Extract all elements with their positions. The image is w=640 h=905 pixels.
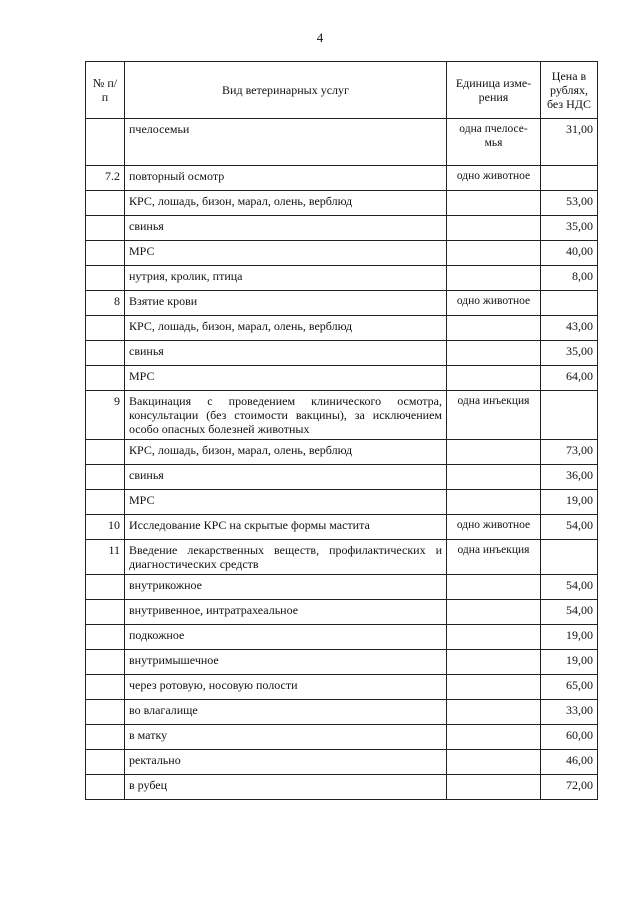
- table-row: [86, 216, 598, 241]
- price-value: 33,00: [541, 700, 598, 725]
- service-description: пчелосемьи: [125, 119, 447, 166]
- service-description: свинья: [125, 465, 447, 490]
- service-description: свинья: [125, 216, 447, 241]
- service-description: КРС, лошадь, бизон, марал, олень, верблюд: [125, 440, 447, 465]
- unit-of-measure: [447, 440, 541, 465]
- price-value: [541, 391, 598, 440]
- table-row: [86, 650, 598, 675]
- service-description: МРС: [125, 490, 447, 515]
- table-row: [86, 575, 598, 600]
- unit-of-measure: одна пчелосе-мья: [447, 119, 541, 166]
- unit-of-measure: одно животное: [447, 166, 541, 191]
- header-unit: Единица изме-рения: [447, 62, 541, 119]
- unit-of-measure: [447, 266, 541, 291]
- price-value: 35,00: [541, 341, 598, 366]
- row-number: 11: [86, 540, 125, 575]
- table-row: [86, 341, 598, 366]
- unit-of-measure: [447, 650, 541, 675]
- price-value: 40,00: [541, 241, 598, 266]
- row-number: 10: [86, 515, 125, 540]
- table-row: [86, 750, 598, 775]
- row-number: [86, 241, 125, 266]
- price-value: [541, 166, 598, 191]
- table-row: [86, 391, 598, 440]
- row-number: [86, 440, 125, 465]
- unit-of-measure: [447, 575, 541, 600]
- unit-of-measure: [447, 700, 541, 725]
- header-num: № п/п: [86, 62, 125, 119]
- price-value: 65,00: [541, 675, 598, 700]
- table-row: [86, 490, 598, 515]
- row-number: [86, 266, 125, 291]
- price-value: 73,00: [541, 440, 598, 465]
- row-number: [86, 675, 125, 700]
- row-number: 9: [86, 391, 125, 440]
- price-value: 19,00: [541, 625, 598, 650]
- price-value: 60,00: [541, 725, 598, 750]
- service-description: Исследование КРС на скрытые формы мастита: [125, 515, 447, 540]
- table-row: [86, 166, 598, 191]
- service-description: свинья: [125, 341, 447, 366]
- table-row: [86, 191, 598, 216]
- service-description: внутривенное, интратрахеальное: [125, 600, 447, 625]
- unit-of-measure: [447, 675, 541, 700]
- row-number: [86, 316, 125, 341]
- service-description: в матку: [125, 725, 447, 750]
- price-value: 54,00: [541, 575, 598, 600]
- page-number: 4: [316, 30, 324, 45]
- price-value: 72,00: [541, 775, 598, 800]
- price-value: 54,00: [541, 515, 598, 540]
- row-number: [86, 750, 125, 775]
- table-row: [86, 700, 598, 725]
- service-description: ректально: [125, 750, 447, 775]
- service-description: подкожное: [125, 625, 447, 650]
- service-description: КРС, лошадь, бизон, марал, олень, верблюд: [125, 316, 447, 341]
- service-description: МРС: [125, 241, 447, 266]
- unit-of-measure: [447, 191, 541, 216]
- unit-of-measure: [447, 241, 541, 266]
- table-body: [86, 119, 598, 800]
- price-value: [541, 540, 598, 575]
- row-number: [86, 625, 125, 650]
- unit-of-measure: [447, 465, 541, 490]
- service-description: через ротовую, носовую полости: [125, 675, 447, 700]
- row-number: [86, 575, 125, 600]
- row-number: [86, 191, 125, 216]
- unit-of-measure: одна инъекция: [447, 391, 541, 440]
- service-description: Вакцинация с проведением клинического осмотра, консультации (без стоимости вакцины), за исключением особо опасных болезней животных: [125, 391, 447, 440]
- table-row: [86, 366, 598, 391]
- row-number: [86, 119, 125, 166]
- row-number: 8: [86, 291, 125, 316]
- service-description: нутрия, кролик, птица: [125, 266, 447, 291]
- price-value: 8,00: [541, 266, 598, 291]
- table-row: [86, 675, 598, 700]
- service-description: во влагалище: [125, 700, 447, 725]
- row-number: [86, 650, 125, 675]
- service-description: МРС: [125, 366, 447, 391]
- unit-of-measure: одно животное: [447, 291, 541, 316]
- service-description: повторный осмотр: [125, 166, 447, 191]
- table-row: [86, 540, 598, 575]
- table-row: [86, 775, 598, 800]
- table-row: [86, 515, 598, 540]
- table-row: [86, 725, 598, 750]
- row-number: [86, 216, 125, 241]
- row-number: [86, 725, 125, 750]
- price-value: [541, 291, 598, 316]
- table-row: [86, 600, 598, 625]
- row-number: [86, 341, 125, 366]
- unit-of-measure: [447, 341, 541, 366]
- table-row: [86, 440, 598, 465]
- row-number: [86, 366, 125, 391]
- table-header-row: [86, 62, 598, 119]
- unit-of-measure: одно животное: [447, 515, 541, 540]
- row-number: [86, 490, 125, 515]
- service-description: в рубец: [125, 775, 447, 800]
- unit-of-measure: [447, 316, 541, 341]
- table-row: [86, 316, 598, 341]
- price-value: 35,00: [541, 216, 598, 241]
- header-price: Цена в рублях, без НДС: [541, 62, 598, 119]
- price-value: 19,00: [541, 650, 598, 675]
- table-row: [86, 625, 598, 650]
- price-value: 31,00: [541, 119, 598, 166]
- unit-of-measure: [447, 216, 541, 241]
- table-row: [86, 119, 598, 166]
- row-number: [86, 775, 125, 800]
- row-number: [86, 465, 125, 490]
- unit-of-measure: [447, 725, 541, 750]
- unit-of-measure: одна инъекция: [447, 540, 541, 575]
- table-row: [86, 465, 598, 490]
- table-row: [86, 241, 598, 266]
- unit-of-measure: [447, 366, 541, 391]
- row-number: [86, 600, 125, 625]
- price-value: 43,00: [541, 316, 598, 341]
- price-value: 54,00: [541, 600, 598, 625]
- service-description: Введение лекарственных веществ, профилактических и диагностических средств: [125, 540, 447, 575]
- row-number: 7.2: [86, 166, 125, 191]
- table-row: [86, 291, 598, 316]
- service-description: внутрикожное: [125, 575, 447, 600]
- price-value: 53,00: [541, 191, 598, 216]
- price-value: 46,00: [541, 750, 598, 775]
- unit-of-measure: [447, 490, 541, 515]
- header-service: Вид ветеринарных услуг: [125, 62, 447, 119]
- price-value: 64,00: [541, 366, 598, 391]
- price-value: 36,00: [541, 465, 598, 490]
- table-row: [86, 266, 598, 291]
- price-table: [85, 61, 598, 800]
- row-number: [86, 700, 125, 725]
- unit-of-measure: [447, 625, 541, 650]
- price-value: 19,00: [541, 490, 598, 515]
- unit-of-measure: [447, 750, 541, 775]
- service-description: Взятие крови: [125, 291, 447, 316]
- unit-of-measure: [447, 600, 541, 625]
- service-description: внутримышечное: [125, 650, 447, 675]
- unit-of-measure: [447, 775, 541, 800]
- service-description: КРС, лошадь, бизон, марал, олень, верблюд: [125, 191, 447, 216]
